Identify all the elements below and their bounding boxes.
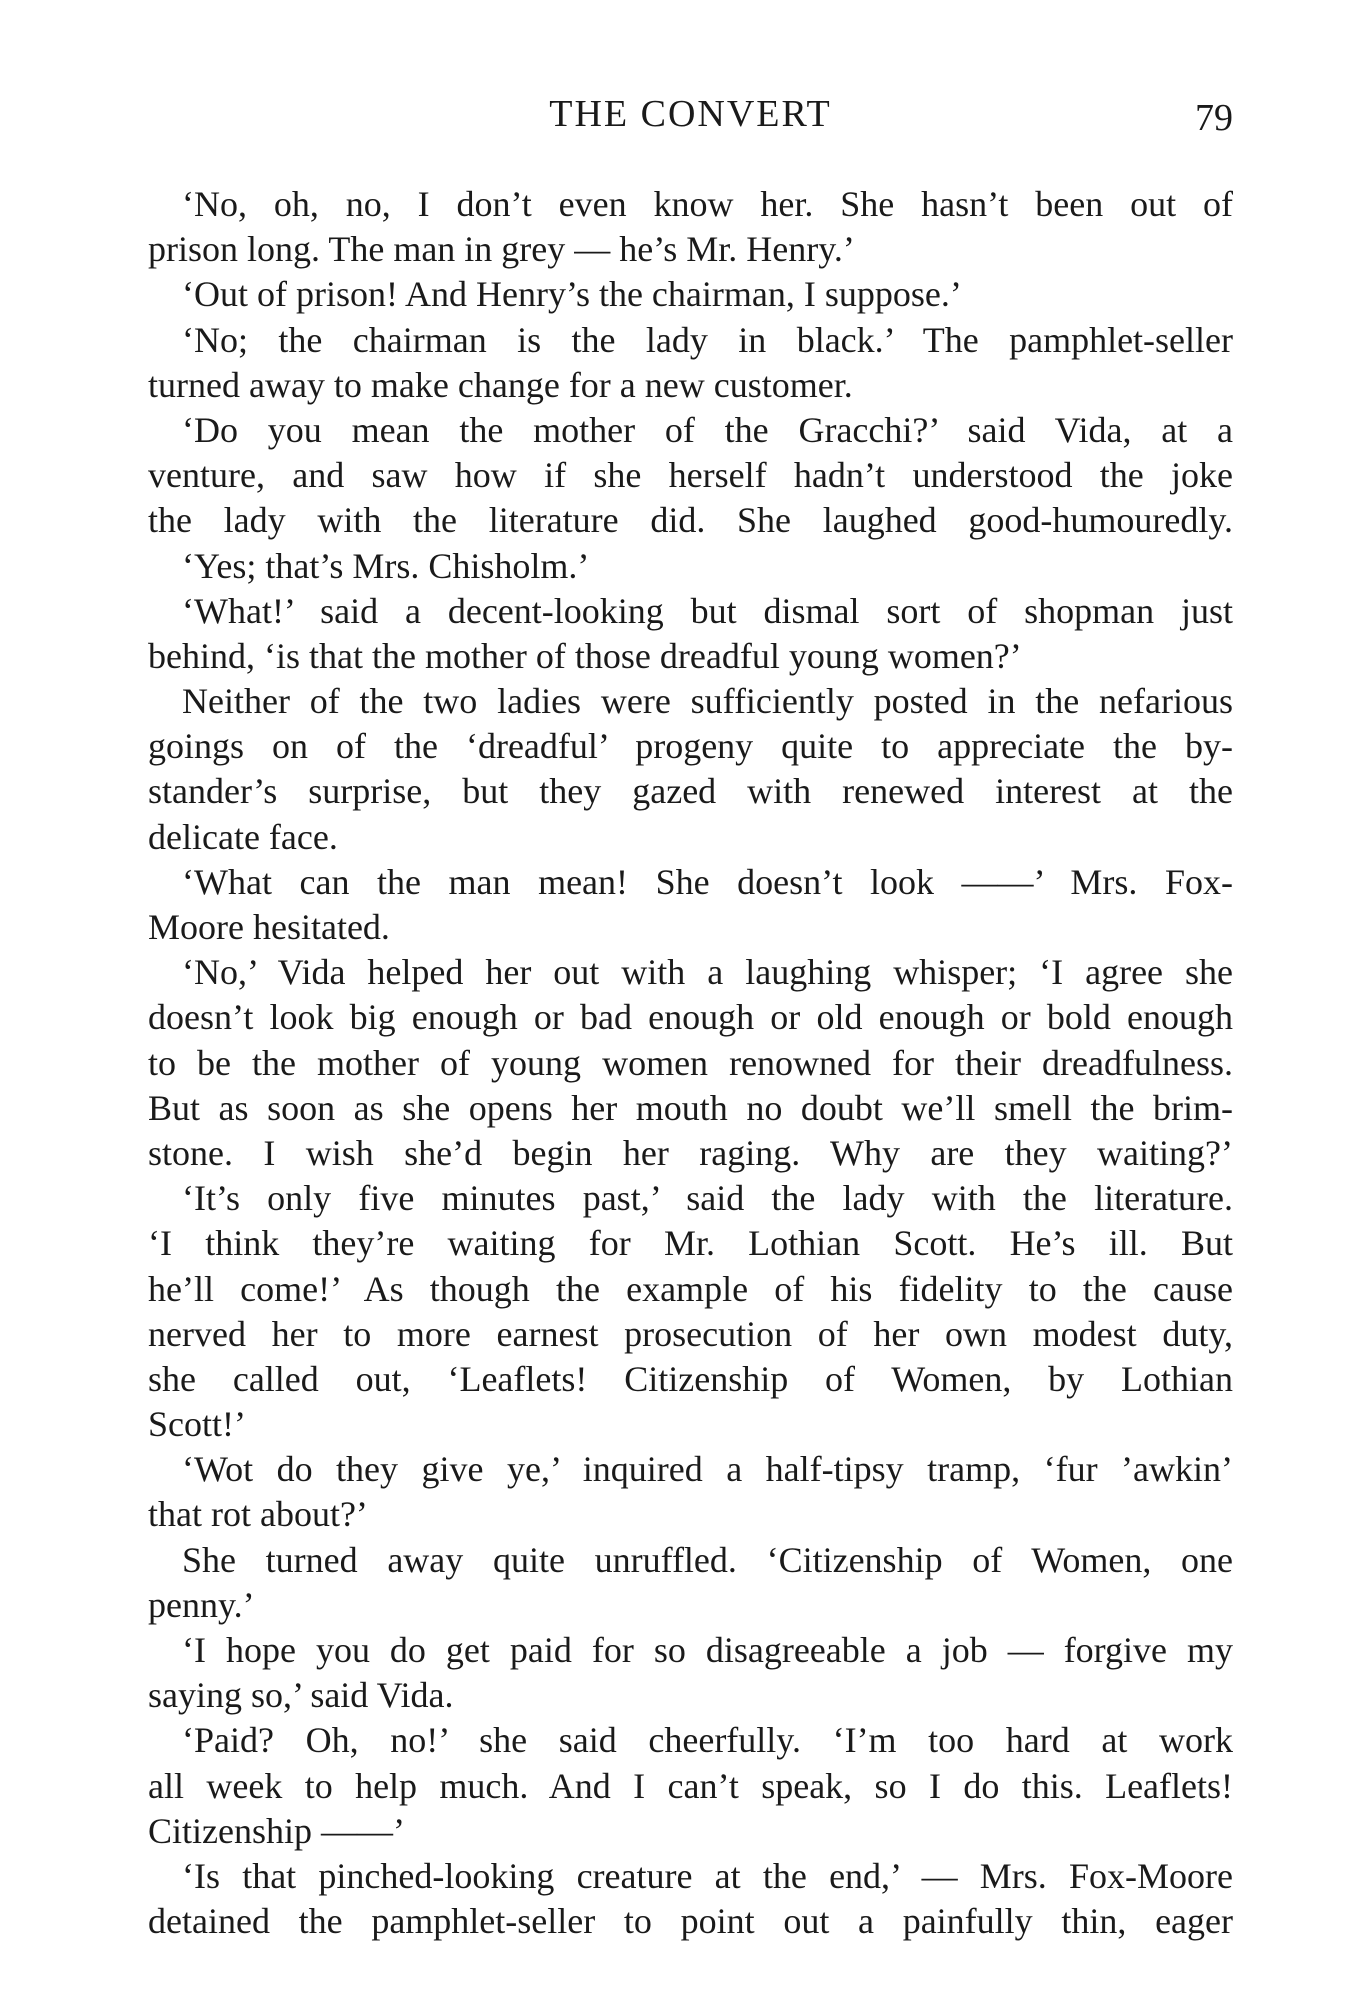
text-line: ‘It’s only five minutes past,’ said the lady with the literature. [182,1178,1233,1219]
text-line: penny.’ [148,1584,255,1625]
text-line: ‘Out of prison! And Henry’s the chairman, I suppose.’ [182,274,962,315]
text-line: Neither of the two ladies were sufficiently posted in the nefarious [182,681,1233,722]
text-line: ‘I think they’re waiting for Mr. Lothian Scott. He’s ill. But [148,1223,1233,1264]
text-line: ‘What!’ said a decent-looking but dismal sort of shopman just [182,590,1233,631]
text-line: turned away to make change for a new customer. [148,364,853,405]
text-line: to be the mother of young women renowned for their dreadfulness. [148,1042,1233,1083]
text-line: stander’s surprise, but they gazed with renewed interest at the [148,771,1233,812]
body-text [148,182,1233,1944]
text-line: all week to help much. And I can’t speak, so I do this. Leaflets! [148,1765,1233,1806]
text-line: goings on of the ‘dreadful’ progeny quite to appreciate the by- [148,726,1233,767]
text-line: ‘Do you mean the mother of the Gracchi?’ said Vida, at a [182,409,1233,450]
text-line: ‘What can the man mean! She doesn’t look ——’ Mrs. Fox- [182,861,1233,902]
running-title: THE CONVERT [549,93,832,135]
page-number: 79 [1195,97,1233,139]
text-line: detained the pamphlet-seller to point out a painfully thin, eager [148,1901,1233,1942]
text-line: Scott!’ [148,1404,246,1445]
text-line: ‘No, oh, no, I don’t even know her. She hasn’t been out of [182,184,1233,224]
text-line: But as soon as she opens her mouth no doubt we’ll smell the brim- [148,1087,1233,1128]
text-line: doesn’t look big enough or bad enough or old enough or bold enough [148,997,1233,1038]
text-line: ‘No,’ Vida helped her out with a laughing whisper; ‘I agree she [182,952,1233,993]
page-header [148,92,1233,152]
text-line: he’ll come!’ As though the example of his fidelity to the cause [148,1268,1233,1309]
text-line: stone. I wish she’d begin her raging. Why are they waiting?’ [148,1132,1233,1173]
text-line: ‘Is that pinched-looking creature at the end,’ — Mrs. Fox-Moore [182,1855,1233,1896]
text-line: venture, and saw how if she herself hadn’t understood the joke [148,455,1233,496]
text-line: She turned away quite unruffled. ‘Citizenship of Women, one [182,1539,1233,1580]
text-line: ‘No; the chairman is the lady in black.’ The pamphlet-seller [182,319,1233,360]
text-line: ‘Yes; that’s Mrs. Chisholm.’ [182,545,590,586]
text-line: that rot about?’ [148,1494,368,1535]
text-line: she called out, ‘Leaflets! Citizenship of Women, by Lothian [148,1358,1233,1399]
text-line: ‘Paid? Oh, no!’ she said cheerfully. ‘I’m too hard at work [182,1720,1233,1761]
text-line: the lady with the literature did. She laughed good-humouredly. [148,500,1233,541]
text-line: ‘Wot do they give ye,’ inquired a half-tipsy tramp, ‘fur ’awkin’ [182,1449,1233,1490]
text-line: delicate face. [148,816,338,857]
text-line: Moore hesitated. [148,907,390,947]
text-line: saying so,’ said Vida. [148,1675,454,1716]
text-line: prison long. The man in grey — he’s Mr. Henry.’ [148,229,855,270]
text-line: ‘I hope you do get paid for so disagreeable a job — forgive my [182,1630,1233,1670]
text-line: nerved her to more earnest prosecution of her own modest duty, [148,1313,1233,1354]
text-line: behind, ‘is that the mother of those dreadful young women?’ [148,635,1022,676]
text-line: Citizenship ——’ [148,1810,405,1851]
